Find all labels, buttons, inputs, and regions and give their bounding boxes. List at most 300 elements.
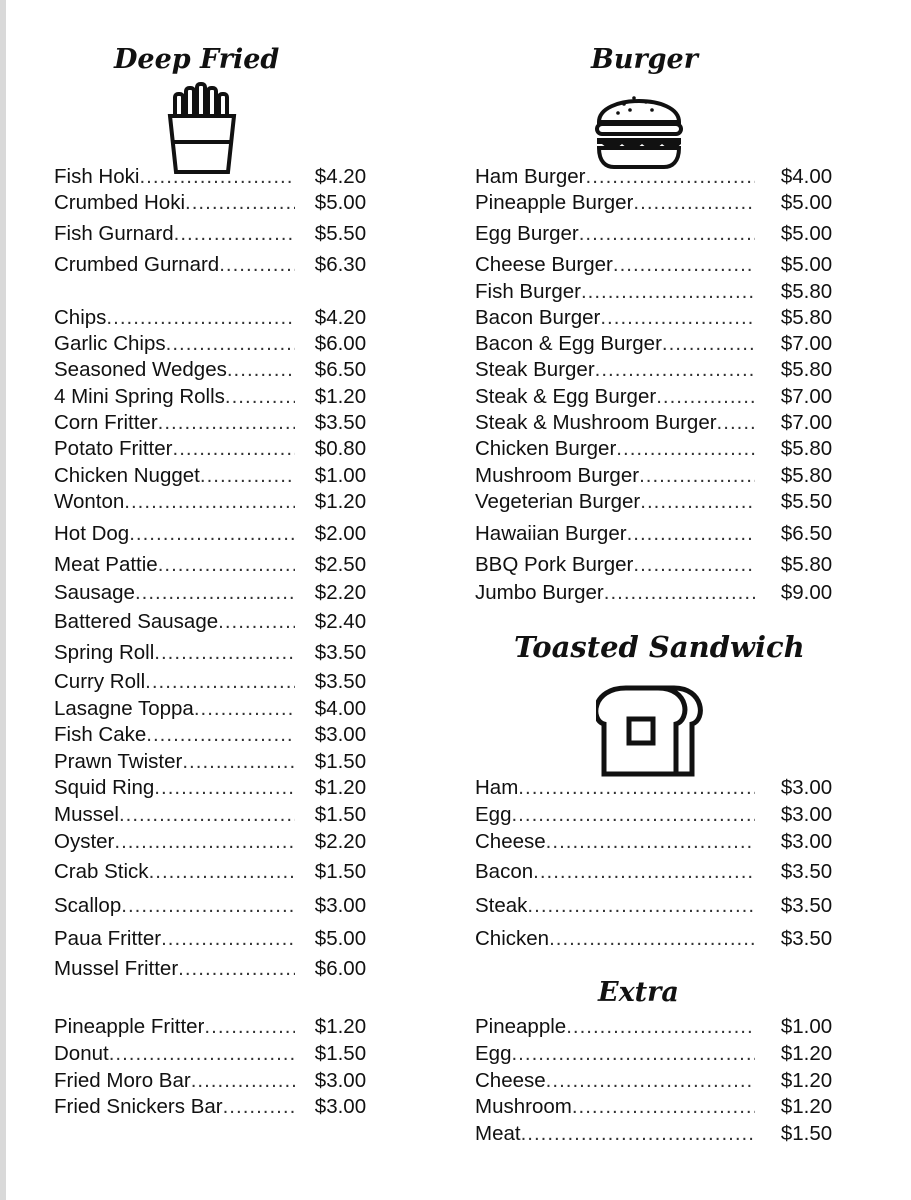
item-price: $1.50 <box>314 803 367 826</box>
item-name: Corn Fritter <box>54 411 158 434</box>
item-name: Cheese Burger <box>475 253 613 276</box>
dot-leader <box>161 927 295 951</box>
menu-item <box>54 306 374 330</box>
burger-icon <box>594 82 684 170</box>
dot-leader <box>158 553 295 577</box>
item-leader <box>475 1069 755 1093</box>
item-leader <box>54 553 295 577</box>
item-leader <box>475 581 755 605</box>
item-name: Chicken <box>475 927 550 950</box>
item-name: Fish Hoki <box>54 165 140 188</box>
item-price: $5.80 <box>780 464 833 487</box>
item-leader <box>54 697 295 721</box>
dot-leader <box>185 191 295 215</box>
item-leader <box>475 358 755 382</box>
item-name: Garlic Chips <box>54 332 166 355</box>
dot-leader <box>194 697 295 721</box>
item-leader <box>54 927 295 951</box>
item-name: Chicken Nugget <box>54 464 200 487</box>
item-name: Chips <box>54 306 107 329</box>
dot-leader <box>579 222 755 246</box>
item-price: $3.00 <box>314 1069 367 1092</box>
menu-item <box>54 927 374 951</box>
item-name: Spring Roll <box>54 641 155 664</box>
item-price: $5.00 <box>780 222 833 245</box>
item-leader <box>475 1042 755 1066</box>
item-leader <box>54 894 295 918</box>
item-name: Mussel Fritter <box>54 957 179 980</box>
dot-leader <box>595 358 755 382</box>
dot-leader <box>166 332 295 356</box>
fries-icon <box>165 80 239 176</box>
item-price: $6.00 <box>314 957 367 980</box>
item-leader <box>475 222 755 246</box>
item-name: Battered Sausage <box>54 610 219 633</box>
menu-item <box>54 490 374 514</box>
page-edge <box>0 0 6 1200</box>
item-leader <box>475 803 755 827</box>
menu-item <box>475 191 840 215</box>
menu-item <box>54 860 374 884</box>
menu-item <box>475 411 840 435</box>
item-price: $1.00 <box>314 464 367 487</box>
item-leader <box>54 464 295 488</box>
item-price: $1.00 <box>780 1015 833 1038</box>
item-leader <box>54 385 295 409</box>
menu-item <box>54 1015 374 1039</box>
menu-item <box>54 358 374 382</box>
item-name: Curry Roll <box>54 670 146 693</box>
item-name: Vegeterian Burger <box>475 490 641 513</box>
menu-item <box>54 1095 374 1119</box>
item-price: $4.00 <box>780 165 833 188</box>
item-name: Seasoned Wedges <box>54 358 227 381</box>
menu-item <box>475 358 840 382</box>
item-leader <box>54 222 295 246</box>
item-leader <box>475 437 755 461</box>
item-name: Mushroom <box>475 1095 572 1118</box>
item-name: Mushroom Burger <box>475 464 640 487</box>
item-leader <box>54 723 295 747</box>
item-price: $3.50 <box>780 894 833 917</box>
dot-leader <box>114 830 294 854</box>
menu-item <box>54 610 374 634</box>
menu-item <box>54 723 374 747</box>
dot-leader <box>219 253 295 277</box>
item-name: Hawaiian Burger <box>475 522 627 545</box>
item-leader <box>54 411 295 435</box>
item-price: $5.00 <box>314 191 367 214</box>
item-price: $6.50 <box>314 358 367 381</box>
menu-item <box>54 750 374 774</box>
item-price: $5.80 <box>780 306 833 329</box>
item-price: $2.20 <box>314 830 367 853</box>
item-price: $5.50 <box>314 222 367 245</box>
menu-item <box>475 581 840 605</box>
menu-item <box>54 894 374 918</box>
item-leader <box>54 253 295 277</box>
item-leader <box>475 776 755 800</box>
dot-leader <box>218 610 295 634</box>
dot-leader <box>121 894 295 918</box>
item-leader <box>475 280 755 304</box>
item-price: $4.20 <box>314 306 367 329</box>
item-leader <box>54 830 295 854</box>
item-price: $2.50 <box>314 553 367 576</box>
menu-item <box>54 222 374 246</box>
item-leader <box>54 358 295 382</box>
item-name: Hot Dog <box>54 522 130 545</box>
dot-leader <box>173 437 295 461</box>
dot-leader <box>656 385 755 409</box>
item-leader <box>54 750 295 774</box>
dot-leader <box>139 165 294 189</box>
item-leader <box>54 670 295 694</box>
dot-leader <box>572 1095 755 1119</box>
menu-item <box>475 1095 840 1119</box>
item-price: $3.50 <box>314 641 367 664</box>
item-name: Jumbo Burger <box>475 581 604 604</box>
item-price: $5.80 <box>780 358 833 381</box>
item-leader <box>475 191 755 215</box>
dot-leader <box>546 1069 755 1093</box>
item-name: Egg Burger <box>475 222 579 245</box>
item-name: Fish Gurnard <box>54 222 174 245</box>
item-name: BBQ Pork Burger <box>475 553 634 576</box>
menu-item <box>475 522 840 546</box>
dot-leader <box>640 490 755 514</box>
dot-leader <box>581 280 755 304</box>
item-price: $3.00 <box>314 894 367 917</box>
dot-leader <box>109 1042 295 1066</box>
item-leader <box>54 610 295 634</box>
item-leader <box>475 830 755 854</box>
dot-leader <box>511 803 754 827</box>
item-price: $7.00 <box>780 411 833 434</box>
item-leader <box>54 803 295 827</box>
menu-item <box>54 437 374 461</box>
menu-item <box>475 830 840 854</box>
item-price: $6.30 <box>314 253 367 276</box>
item-leader <box>54 776 295 800</box>
item-name: Mussel <box>54 803 119 826</box>
menu-item <box>475 280 840 304</box>
item-leader <box>475 253 755 277</box>
dot-leader <box>225 385 295 409</box>
dot-leader <box>129 522 295 546</box>
dot-leader <box>600 306 755 330</box>
item-leader <box>475 490 755 514</box>
item-name: Fish Cake <box>54 723 147 746</box>
item-name: Bacon <box>475 860 534 883</box>
menu-item <box>54 522 374 546</box>
item-price: $7.00 <box>780 332 833 355</box>
dot-leader <box>549 927 755 951</box>
menu-item <box>475 553 840 577</box>
item-price: $3.00 <box>314 723 367 746</box>
menu-item <box>475 1069 840 1093</box>
extra-title: Extra <box>598 977 679 1008</box>
item-price: $2.00 <box>314 522 367 545</box>
item-price: $2.20 <box>314 581 367 604</box>
dot-leader <box>616 437 755 461</box>
menu-item <box>475 927 840 951</box>
burger-title: Burger <box>591 44 698 75</box>
item-price: $3.50 <box>314 670 367 693</box>
item-name: Squid Ring <box>54 776 155 799</box>
menu-item <box>54 464 374 488</box>
item-name: Fish Burger <box>475 280 581 303</box>
item-name: Fried Moro Bar <box>54 1069 191 1092</box>
deep-fried-title: Deep Fried <box>114 44 280 75</box>
menu-item <box>475 1015 840 1039</box>
item-leader <box>54 191 295 215</box>
item-leader <box>54 522 295 546</box>
item-price: $3.00 <box>314 1095 367 1118</box>
dot-leader <box>511 1042 754 1066</box>
item-price: $1.50 <box>314 1042 367 1065</box>
item-price: $4.20 <box>314 165 367 188</box>
item-name: Sausage <box>54 581 135 604</box>
item-name: Wonton <box>54 490 125 513</box>
dot-leader <box>200 464 295 488</box>
menu-item <box>475 464 840 488</box>
dot-leader <box>146 723 295 747</box>
menu-item <box>475 1122 840 1146</box>
item-price: $7.00 <box>780 385 833 408</box>
menu-item <box>54 253 374 277</box>
item-price: $3.50 <box>780 927 833 950</box>
item-leader <box>54 332 295 356</box>
item-price: $1.50 <box>314 860 367 883</box>
item-name: Cheese <box>475 830 546 853</box>
item-price: $5.00 <box>780 191 833 214</box>
dot-leader <box>521 1122 755 1146</box>
dot-leader <box>124 490 295 514</box>
item-price: $5.00 <box>780 253 833 276</box>
item-leader <box>54 1042 295 1066</box>
item-name: Potato Fritter <box>54 437 173 460</box>
item-leader <box>475 860 755 884</box>
toast-icon <box>596 684 710 778</box>
dot-leader <box>135 581 295 605</box>
item-price: $4.00 <box>314 697 367 720</box>
menu-item <box>475 385 840 409</box>
item-price: $1.50 <box>780 1122 833 1145</box>
menu-item <box>475 860 840 884</box>
dot-leader <box>174 222 295 246</box>
item-price: $3.00 <box>780 830 833 853</box>
item-price: $9.00 <box>780 581 833 604</box>
item-price: $3.50 <box>780 860 833 883</box>
item-price: $1.20 <box>780 1042 833 1065</box>
item-leader <box>475 1122 755 1146</box>
item-leader <box>475 464 755 488</box>
menu-item <box>54 803 374 827</box>
dot-leader <box>604 581 755 605</box>
item-name: Fried Snickers Bar <box>54 1095 223 1118</box>
menu-item <box>54 1069 374 1093</box>
menu-item <box>475 437 840 461</box>
item-leader <box>54 860 295 884</box>
dot-leader <box>566 1015 755 1039</box>
item-price: $5.80 <box>780 437 833 460</box>
menu-item <box>54 553 374 577</box>
dot-leader <box>633 553 755 577</box>
dot-leader <box>145 670 295 694</box>
item-name: Cheese <box>475 1069 546 1092</box>
item-leader <box>475 894 755 918</box>
item-leader <box>475 1015 755 1039</box>
item-price: $2.40 <box>314 610 367 633</box>
dot-leader <box>149 860 295 884</box>
item-leader <box>54 581 295 605</box>
item-name: Paua Fritter <box>54 927 162 950</box>
menu-item <box>54 1042 374 1066</box>
item-name: Egg <box>475 803 512 826</box>
item-price: $5.50 <box>780 490 833 513</box>
item-leader <box>54 1069 295 1093</box>
item-price: $1.20 <box>314 385 367 408</box>
menu-item <box>54 191 374 215</box>
menu-item <box>54 385 374 409</box>
menu-item <box>54 641 374 665</box>
item-price: $0.80 <box>314 437 367 460</box>
dot-leader <box>154 776 295 800</box>
dot-leader <box>586 165 755 189</box>
menu-item <box>475 490 840 514</box>
item-leader <box>54 306 295 330</box>
item-leader <box>475 385 755 409</box>
item-leader <box>54 165 295 189</box>
item-name: Meat Pattie <box>54 553 158 576</box>
item-name: Crab Stick <box>54 860 149 883</box>
item-name: Steak & Mushroom Burger <box>475 411 717 434</box>
dot-leader <box>527 894 754 918</box>
item-price: $1.20 <box>314 776 367 799</box>
dot-leader <box>546 830 755 854</box>
item-leader <box>475 332 755 356</box>
dot-leader <box>223 1095 295 1119</box>
dot-leader <box>154 641 295 665</box>
dot-leader <box>106 306 294 330</box>
item-price: $1.20 <box>314 490 367 513</box>
item-leader <box>475 553 755 577</box>
item-name: Pineapple <box>475 1015 567 1038</box>
item-leader <box>475 165 755 189</box>
item-leader <box>54 490 295 514</box>
dot-leader <box>633 191 754 215</box>
item-leader <box>54 957 295 981</box>
menu-item <box>54 165 374 189</box>
item-name: Prawn Twister <box>54 750 183 773</box>
item-price: $5.00 <box>314 927 367 950</box>
item-leader <box>54 641 295 665</box>
item-price: $6.00 <box>314 332 367 355</box>
item-price: $3.00 <box>780 776 833 799</box>
menu-item <box>475 222 840 246</box>
dot-leader <box>627 522 755 546</box>
dot-leader <box>119 803 295 827</box>
menu-item <box>475 253 840 277</box>
item-name: Lasagne Toppa <box>54 697 194 720</box>
item-name: Bacon & Egg Burger <box>475 332 662 355</box>
menu-item <box>54 411 374 435</box>
item-price: $3.50 <box>314 411 367 434</box>
item-price: $1.20 <box>780 1095 833 1118</box>
menu-item <box>54 830 374 854</box>
item-leader <box>475 411 755 435</box>
item-name: Chicken Burger <box>475 437 617 460</box>
dot-leader <box>717 411 755 435</box>
item-name: 4 Mini Spring Rolls <box>54 385 225 408</box>
menu-item <box>475 306 840 330</box>
item-name: Oyster <box>54 830 115 853</box>
menu-item <box>475 894 840 918</box>
dot-leader <box>533 860 755 884</box>
item-leader <box>54 1015 295 1039</box>
menu-item <box>54 332 374 356</box>
dot-leader <box>227 358 295 382</box>
dot-leader <box>178 957 295 981</box>
item-name: Ham Burger <box>475 165 586 188</box>
item-name: Steak Burger <box>475 358 595 381</box>
toasted-sandwich-title: Toasted Sandwich <box>514 630 805 664</box>
item-price: $1.20 <box>314 1015 367 1038</box>
item-leader <box>475 1095 755 1119</box>
item-leader <box>475 522 755 546</box>
item-leader <box>475 306 755 330</box>
menu-item <box>475 776 840 800</box>
dot-leader <box>191 1069 295 1093</box>
dot-leader <box>613 253 755 277</box>
dot-leader <box>204 1015 294 1039</box>
menu-item <box>54 697 374 721</box>
dot-leader <box>158 411 295 435</box>
item-leader <box>54 1095 295 1119</box>
item-price: $5.80 <box>780 280 833 303</box>
dot-leader <box>662 332 755 356</box>
menu-item <box>475 803 840 827</box>
item-name: Pineapple Fritter <box>54 1015 205 1038</box>
item-price: $1.20 <box>780 1069 833 1092</box>
menu-item <box>54 776 374 800</box>
item-name: Steak & Egg Burger <box>475 385 657 408</box>
item-name: Donut <box>54 1042 109 1065</box>
item-name: Bacon Burger <box>475 306 601 329</box>
item-name: Crumbed Gurnard <box>54 253 220 276</box>
menu-item <box>475 1042 840 1066</box>
dot-leader <box>182 750 294 774</box>
item-price: $5.80 <box>780 553 833 576</box>
dot-leader <box>518 776 755 800</box>
item-name: Ham <box>475 776 519 799</box>
item-price: $6.50 <box>780 522 833 545</box>
menu-item <box>54 670 374 694</box>
item-leader <box>54 437 295 461</box>
menu-item <box>54 957 374 981</box>
item-name: Meat <box>475 1122 521 1145</box>
item-name: Steak <box>475 894 528 917</box>
menu-item <box>475 165 840 189</box>
item-name: Scallop <box>54 894 122 917</box>
item-price: $3.00 <box>780 803 833 826</box>
dot-leader <box>639 464 755 488</box>
item-name: Egg <box>475 1042 512 1065</box>
item-name: Pineapple Burger <box>475 191 634 214</box>
menu-item <box>475 332 840 356</box>
item-leader <box>475 927 755 951</box>
